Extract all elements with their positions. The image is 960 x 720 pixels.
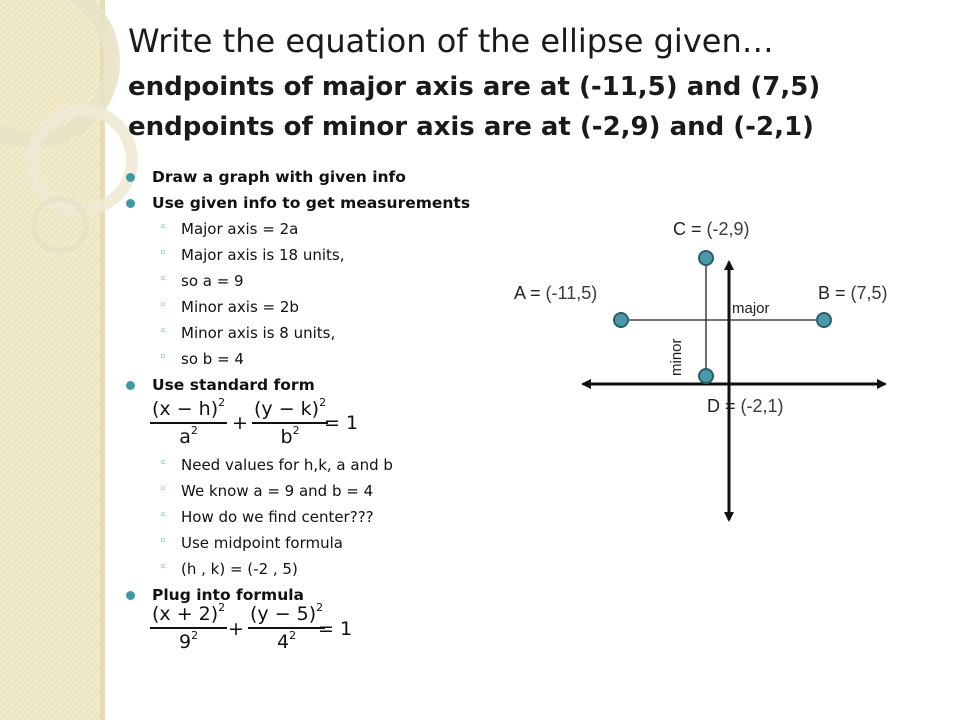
- sub-bullet-find-center: ◦ How do we find center???: [181, 508, 374, 526]
- sub-bullet-known-a-b: ◦ We know a = 9 and b = 4: [181, 482, 373, 500]
- label-major: major: [732, 300, 770, 317]
- bullet-draw-graph: Draw a graph with given info: [152, 168, 406, 186]
- label-point-a: A = (-11,5): [514, 283, 598, 303]
- label-minor: minor: [668, 338, 685, 376]
- standard-num1: (x − h): [152, 398, 219, 420]
- standard-rhs: = 1: [324, 412, 359, 434]
- final-rhs: = 1: [318, 618, 353, 640]
- sub-bullet-minor-axis-formula: ◦ Minor axis = 2b: [181, 298, 299, 316]
- sub-bullet-center-value: ◦ (h , k) = (-2 , 5): [181, 560, 298, 578]
- sub-bullet-minor-axis-length: ◦ Minor axis is 8 units,: [181, 324, 335, 342]
- final-num1: (x + 2): [152, 603, 219, 625]
- final-den1: 9: [179, 630, 192, 653]
- slide-title-line2: endpoints of major axis are at (-11,5) and (7,5): [128, 72, 821, 102]
- sub-bullet-major-axis-formula: ◦ Major axis = 2a: [181, 220, 298, 238]
- bullet-standard-form: Use standard form: [152, 376, 315, 394]
- sub-bullet-major-axis-length: ◦ Major axis is 18 units,: [181, 246, 344, 264]
- final-num2: (y − 5): [250, 603, 317, 625]
- label-point-b: B = (7,5): [818, 283, 888, 303]
- label-point-c: C = (-2,9): [673, 219, 750, 239]
- sub-bullet-b-value: ◦ so b = 4: [181, 350, 244, 368]
- final-den2: 4: [277, 630, 290, 653]
- standard-den2: b: [280, 425, 293, 448]
- bullet-plug-into-formula: Plug into formula: [152, 586, 304, 604]
- sub-bullet-a-value: ◦ so a = 9: [181, 272, 244, 290]
- label-point-d: D = (-2,1): [707, 396, 784, 416]
- sub-bullet-need-values: ◦ Need values for h,k, a and b: [181, 456, 393, 474]
- sub-bullet-midpoint: ◦ Use midpoint formula: [181, 534, 343, 552]
- bullet-use-given-info: Use given info to get measurements: [152, 194, 471, 212]
- standard-den1: a: [179, 425, 191, 448]
- slide-title-line1: Write the equation of the ellipse given…: [128, 22, 774, 60]
- slide-title-line3: endpoints of minor axis are at (-2,9) and (-2,1): [128, 112, 814, 142]
- standard-num2: (y − k): [254, 398, 320, 420]
